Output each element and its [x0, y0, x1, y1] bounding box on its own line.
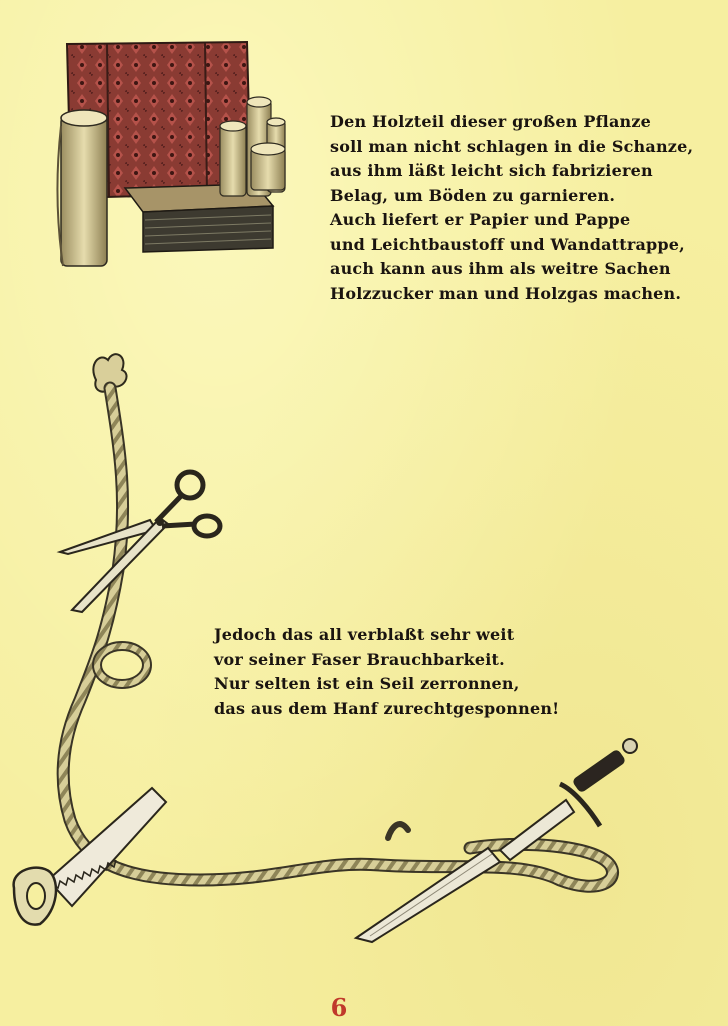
page-number: 6: [330, 993, 348, 1022]
verse-line: und Leichtbaustoff und Wandattrappe,: [330, 234, 685, 254]
verse-line: Den Holzteil dieser großen Pflanze: [330, 112, 652, 131]
saw-icon: [14, 788, 166, 925]
verse-top: [330, 110, 693, 306]
verse-line: Belag, um Böden zu garnieren.: [330, 185, 616, 205]
verse-line: auch kann aus ihm als weitre Sachen: [330, 259, 671, 278]
verse-line: vor seiner Faser Brauchbarkeit.: [214, 649, 505, 669]
wallpaper-rolls-illustration: [55, 38, 295, 270]
verse-line: soll man nicht schlagen in die Schanze,: [330, 136, 694, 156]
verse-line: Nur selten ist ein Seil zerronnen,: [214, 674, 520, 693]
verse-bottom: [214, 623, 559, 721]
verse-line: Auch liefert er Papier und Pappe: [330, 210, 631, 229]
verse-line: das aus dem Hanf zurechtgesponnen!: [214, 698, 560, 718]
verse-line: aus ihm läßt leicht sich fabrizieren: [330, 161, 653, 180]
verse-line: Jedoch das all verblaßt sehr weit: [214, 625, 515, 644]
verse-line: Holzzucker man und Holzgas machen.: [330, 283, 682, 303]
scissors-icon: [60, 472, 220, 612]
